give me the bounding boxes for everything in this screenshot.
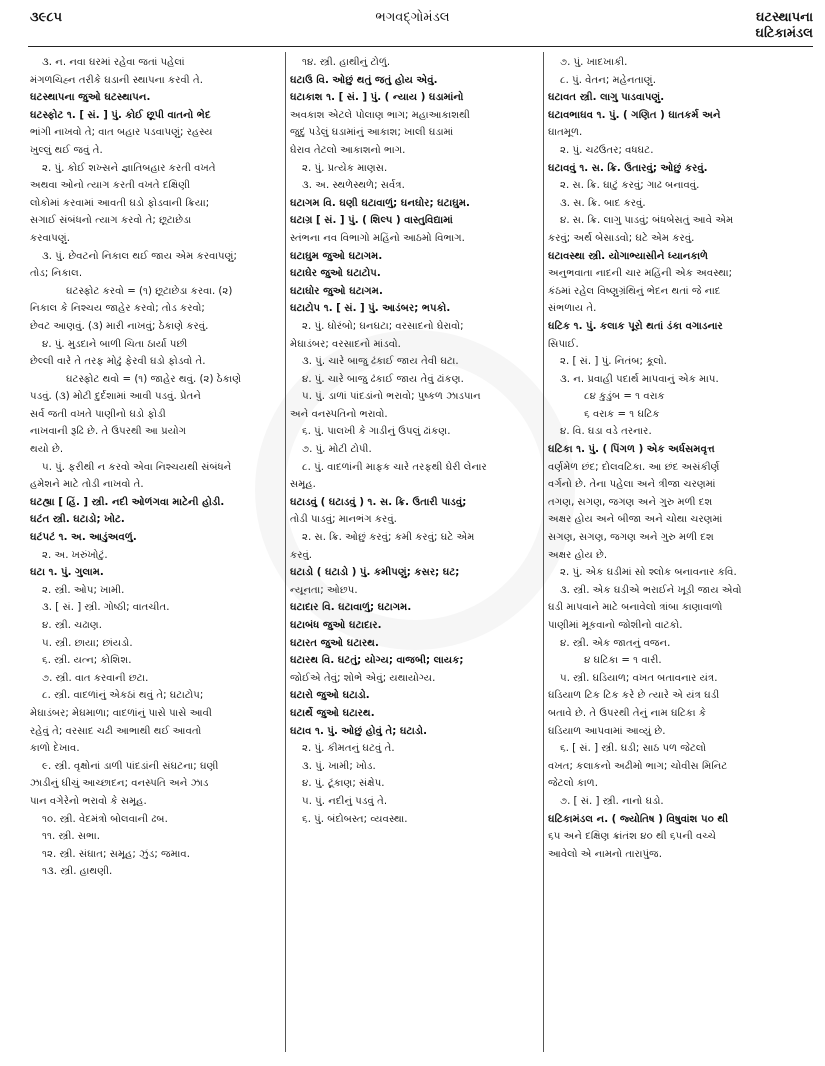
- entry-text-line: નાખવાની રૂઢિ છે. તે ઉપરથી આ પ્રયોગ: [30, 426, 187, 438]
- entry-text-line: લોકોમાં કરવામાં આવતી ઘડો ફોડવાની ક્રિયા;: [30, 197, 210, 209]
- entry-text-line: ૩. પું. ચારે બાજુ ઢંકાઈ જાય તેવી ઘટા.: [302, 356, 459, 368]
- entry-text-line: ઝાડીનું ઘીચું આચ્છાદન; વનસ્પતિ અને ઝાડ: [30, 778, 209, 790]
- entry-text-line: હમેશને માટે તોડી નાખવો તે.: [30, 479, 144, 491]
- entry-text-line: છેલ્લી વારે તે તરફ મોઢું ફેરવી ઘડો ફોડવો તે.: [30, 356, 206, 368]
- entry-text-line: ૧૧. સ્ત્રી. સભા.: [42, 831, 101, 843]
- header-rule: [28, 46, 813, 47]
- entry-headword-line: ઘટારો જુઓ ઘટાડો.: [290, 690, 370, 702]
- entry-headword-line: ઘટંત સ્ત્રી. ઘટાડો; ખોટ.: [30, 514, 125, 526]
- entry-text-line: ઘડિયાળ આપવામાં આવ્યું છે.: [548, 725, 666, 737]
- entry-text-line: ૩. અ. સ્થળેસ્થળે; સર્વત્ર.: [302, 180, 405, 192]
- entry-text-line: પડવું. (૩) મોટી દુર્દશામાં આવી પડવું. પ્રેતને: [30, 391, 201, 403]
- entry-text-line: ૫. પું. નદીનું પડવું તે.: [302, 795, 388, 807]
- entry-text-line: ૩. [ સં. ] સ્ત્રી. ગોષ્ઠી; વાતચીત.: [42, 602, 170, 614]
- entry-headword-line: ઘટાઘોર જુઓ ઘટાગમ.: [290, 285, 383, 297]
- entry-text-line: સર્વ જતી વખતે પાણીનો ઘડો ફોડી: [30, 408, 166, 420]
- entry-headword-line: ઘટાવત સ્ત્રી. લાગુ પાડવાપણું.: [548, 92, 665, 104]
- entry-text-line: ઘાતમૂળ.: [548, 127, 583, 139]
- entry-text-line: તોડી પાડવું; માનભંગ કરવું.: [290, 514, 397, 526]
- entry-text-line: ૨. પું. એક ઘડીમાં સો શ્લોક બનાવનાર કવિ.: [560, 567, 737, 579]
- entry-text-line: ૪ ઘટિકા = ૧ વારી.: [584, 655, 662, 667]
- entry-text-line: ૨. પું. ઘોરંબો; ઘનઘટા; વરસાદનો ઘેરાવો;: [302, 320, 464, 332]
- entry-text-line: ૭. પું. ખાદખાકી.: [560, 57, 628, 68]
- entry-text-line: કરવાપણું.: [30, 232, 71, 244]
- entry-text-line: ૮. પું. વેતન; મહેનતાણું.: [560, 74, 656, 86]
- entry-headword-line: ઘટિક ૧. પું. કલાક પૂરો થતાં ડંકા વગાડનાર: [548, 320, 723, 332]
- entry-headword-line: ઘટાડવું ( ઘટાડવું ) ૧. સ. ક્રિ. ઉતારી પાડવું;: [290, 496, 467, 508]
- entry-headword-line: ઘટસ્થાપના જુઓ ઘટસ્થાપન.: [30, 92, 151, 104]
- entry-text-line: તગણ, સગણ, જગણ અને ગુરુ મળી દશ: [548, 496, 713, 508]
- entry-text-line: ૪. સ્ત્રી. એક જાતનું વજન.: [560, 637, 671, 649]
- entry-text-line: અવકાશ એટલે પોલાણ ભાગ; મહાઆકાશથી: [290, 109, 470, 121]
- entry-text-line: ૯. સ્ત્રી. વૃક્ષોનાં ડાળી પાંદડાંની સંઘટના; ઘણી: [42, 760, 219, 772]
- entry-text-line: અક્ષર હોય છે.: [548, 549, 608, 561]
- entry-text-line: ૩. સ. ક્રિ. બાદ કરવું.: [560, 197, 646, 209]
- entry-text-line: જુદું પડેલું ઘડામાંનું આકાશ; ખાલી ઘડામાં: [290, 127, 454, 139]
- running-head-first: ઘટસ્થાપના: [756, 10, 813, 25]
- entry-headword-line: ઘટિકામંડલ ન. ( જ્યોતિષ ) વિષુવાંશ ૫૦ થી: [548, 813, 729, 825]
- entry-text-line: કરવું; અર્થ બેસાડવો; ઘટે એમ કરવું.: [548, 232, 695, 244]
- entry-text-line: ઘટસ્ફોટ કરવો = (૧) છૂટાછેડા કરવા. (૨): [66, 285, 233, 297]
- entry-text-line: ૨. પું. કીમતનું ઘટવું તે.: [302, 743, 395, 755]
- entry-headword-line: ઘટાવવું ૧. સ. ક્રિ. ઉતારવું; ઓછું કરવું.: [548, 162, 708, 174]
- column-divider: [285, 52, 286, 1052]
- entry-text-line: જોઈએ તેવું; શોભે એવું; યથાયોગ્ય.: [290, 672, 436, 684]
- entry-text-line: ૪. સ. ક્રિ. લાગુ પાડવું; બંધબેસતું આવે એમ: [560, 215, 734, 227]
- entry-headword-line: ઘટાડો ( ઘટાડો ) પું. કમીપણું; કસર; ઘટ;: [290, 567, 460, 579]
- entry-headword-line: ઘટાવભાઘવ ૧. પું. ( ગણિત ) ઘાતકર્મ અને: [548, 109, 721, 121]
- entry-text-line: ૪. પું. ટૂંકાણ; સંક્ષેપ.: [302, 778, 385, 790]
- entry-text-line: મંગળચિહ્ન તરીકે ઘડાની સ્થાપના કરવી તે.: [30, 74, 203, 86]
- entry-text-line: કાળો દેખાવ.: [30, 743, 80, 755]
- entry-text-line: ઘેરાવ તેટલો આકાશનો ભાગ.: [290, 144, 406, 156]
- entry-text-line: વર્ગનો છે. તેના પહેલા અને ત્રીજા ચરણમાં: [548, 479, 716, 491]
- entry-text-line: મેઘાડંબર; વરસાદનો માંડવો.: [290, 338, 401, 350]
- entry-headword-line: ઘટાદાર વિ. ઘટાવાળું; ઘટાગમ.: [290, 602, 412, 614]
- column-right: [548, 54, 810, 863]
- entry-headword-line: ઘટાગમ વિ. ઘણી ઘટાવાળું; ઘનઘોર; ઘટાઘુમ.: [290, 197, 470, 209]
- entry-text-line: અક્ષર હોય અને બીજા અને ચોથા ચરણમાં: [548, 514, 723, 526]
- entry-text-line: અને વનસ્પતિનો ભરાવો.: [290, 408, 388, 420]
- entry-text-line: ૬૫ અને દક્ષિણ ક્રાંતંશ ૪૦ થી ૬૫ની વચ્ચે: [548, 831, 717, 843]
- entry-headword-line: ઘટાવ ૧. પું. ઓછું હોવું તે; ઘટાડો.: [290, 725, 427, 737]
- entry-text-line: મેઘાડંબર; મેઘમાળા; વાદળાંનું પાસે પાસે આવી: [30, 707, 212, 719]
- entry-text-line: ૨. સ. ક્રિ. ઓછું કરવું; કમી કરવું; ઘટે એમ: [302, 532, 475, 544]
- entry-text-line: ઘટસ્ફોટ થવો = (૧) જાહેર થવું. (૨) ઠેકાણે: [66, 373, 242, 385]
- entry-text-line: ૬ વરાક = ૧ ઘટિક: [584, 408, 660, 420]
- entry-text-line: ૨. [ સં. ] પું. નિતંબ; કૂલો.: [560, 356, 667, 368]
- entry-text-line: ૬. [ સં. ] સ્ત્રી. ઘડી; સાઠ પળ જેટલો: [560, 743, 707, 755]
- column-left: [30, 54, 282, 881]
- entry-headword-line: ઘટાબંધ જુઓ ઘટાદાર.: [290, 620, 382, 631]
- entry-text-line: ૭. પું. મોટી ટોપી.: [302, 444, 372, 456]
- entry-text-line: ૫. પું. ફરીથી ન કરવો એવા નિશ્ચયથી સંબંધને: [42, 461, 232, 473]
- entry-text-line: ૪. સ્ત્રી. ચઢાણ.: [42, 620, 103, 631]
- entry-text-line: વખત; કલાકનો અઢીમો ભાગ; ચોવીસ મિનિટ: [548, 760, 728, 772]
- entry-text-line: ૨. પું. પ્રત્યેક માણસ.: [302, 162, 388, 174]
- entry-headword-line: ઘટાકાશ ૧. [ સં. ] પું. ( ન્યાય ) ઘડામાંનો: [290, 92, 464, 104]
- entry-text-line: ૩. ન. નવા ઘરમાં રહેવા જતાં પહેલાં: [42, 57, 185, 68]
- entry-text-line: ખુલ્લું થઈ જવું તે.: [30, 144, 103, 156]
- entry-text-line: વર્ણમેળ છંદ; દોલવટિકા. આ છંદ અસંકીર્ણ: [548, 461, 720, 473]
- entry-text-line: સંભળાય તે.: [548, 303, 597, 315]
- entry-text-line: ૧૩. સ્ત્રી. હાથણી.: [42, 866, 113, 878]
- entry-text-line: ૧૦. સ્ત્રી. વેદમંત્રો બોલવાની ઢબ.: [42, 813, 168, 825]
- entry-text-line: કરવું.: [290, 549, 313, 561]
- entry-text-line: ઘડી માપવાને માટે બનાવેલો ત્રાંબા કાણાવાળો: [548, 602, 723, 614]
- entry-text-line: તોડ; નિકાલ.: [30, 268, 83, 280]
- entry-text-line: રહેવું તે; વરસાદ ચઢી આભાથી થઈ આવતો: [30, 725, 202, 737]
- entry-text-line: સિપાઈ.: [548, 338, 579, 350]
- entry-text-line: ૬. સ્ત્રી. યત્ન; કોશિશ.: [42, 655, 132, 667]
- entry-headword-line: ઘટસ્ફોટ ૧. [ સં. ] પું. કોઈ છૂપી વાતનો ભેદ: [30, 109, 211, 121]
- running-head-last: ઘટિકામંડલ: [755, 26, 813, 41]
- entry-text-line: અનુભવાતા નાદની ચાર મહિંની એક અવસ્થા;: [548, 268, 733, 280]
- entry-headword-line: ઘટા ૧. પું. ગુલામ.: [30, 567, 104, 579]
- entry-text-line: ૪. પું. મુડદાને બાળી ચિતા ઠાર્યા પછી: [42, 338, 188, 350]
- entry-text-line: ભાંગી નાખવો તે; વાત બહાર પડવાપણું; રહસ્ય: [30, 127, 213, 139]
- entry-text-line: આવેલો એ નામનો તારાપુંજ.: [548, 848, 662, 860]
- entry-text-line: ૩. પું. છેવટનો નિકાલ થઈ જાય એમ કરવાપણું;: [42, 250, 237, 262]
- entry-headword-line: ઘટાવસ્થા સ્ત્રી. યોગાભ્યાસીને ધ્યાનકાળે: [548, 250, 709, 262]
- entry-text-line: ૫. સ્ત્રી. છાયા; છાંયડો.: [42, 637, 133, 649]
- entry-text-line: ૩. સ્ત્રી. એક ઘડીએ ભરાઈને ખૂડી જાય એવો: [560, 584, 742, 596]
- entry-text-line: ૩. પું. ખામી; ખોડ.: [302, 760, 376, 772]
- entry-headword-line: ઘટારત જુઓ ઘટારથ.: [290, 637, 379, 649]
- column-divider: [543, 52, 544, 1052]
- entry-headword-line: ઘટાટોપ ૧. [ સં. ] પું. આડંબર; ભપકો.: [290, 303, 451, 315]
- entry-text-line: ન્યૂનતા; ઓછપ.: [290, 584, 358, 596]
- entry-headword-line: ઘટંપટં ૧. અ. આડુંઅવળું.: [30, 532, 137, 544]
- entry-headword-line: ઘટાગ્ર [ સં. ] પું. ( શિલ્પ ) વાસ્તુવિદ્યામાં: [290, 215, 453, 227]
- entry-text-line: જેટલો કાળ.: [548, 778, 598, 790]
- entry-text-line: સમૂહ.: [290, 479, 316, 491]
- entry-text-line: ૮૪ કુડુંબ = ૧ વરાક: [584, 391, 665, 403]
- entry-text-line: ૧૪. સ્ત્રી. હાથીનું ટોળું.: [302, 57, 391, 68]
- entry-headword-line: ઘટાર્થે જુઓ ઘટારથ.: [290, 707, 375, 719]
- entry-text-line: ૫. સ્ત્રી. ઘડિયાળ; વખત બતાવનાર યંત્ર.: [560, 672, 718, 684]
- entry-text-line: બતાવે છે. તે ઉપરથી તેનું નામ ઘટિકા કે: [548, 707, 707, 719]
- entry-text-line: ૬. પું. બંદોબસ્ત; વ્યવસ્થા.: [302, 813, 408, 825]
- entry-text-line: નિકાલ કે નિશ્ચય જાહેર કરવો; તોડ કરવો;: [30, 303, 205, 315]
- entry-text-line: કંઠમાં રહેલ વિષ્ણુગ્રંથિનું ભેદન થતાં જે નાદ: [548, 285, 721, 297]
- entry-text-line: થયો છે.: [30, 444, 64, 456]
- entry-text-line: ૨. સ. ક્રિ. ઘાટું કરવું; ગાઢ બનાવવું.: [560, 180, 700, 192]
- entry-text-line: ૧૨. સ્ત્રી. સંઘાત; સમૂહ; ઝુંડ; જમાવ.: [42, 848, 190, 860]
- entry-text-line: ૪. વિ. ઘડા વડે તરનાર.: [560, 426, 652, 438]
- entry-text-line: ૨. અ. ખરુંખોટું.: [42, 549, 108, 561]
- entry-text-line: ૪. પું. ચારે બાજુ ઢંકાઈ જાય તેવું ઢાંકણ.: [302, 373, 464, 385]
- entry-text-line: સ્તંભના નવ વિભાગો મહિંનો આઠમો વિભાગ.: [290, 232, 465, 244]
- entry-headword-line: ઘટારથ વિ. ઘટતું; યોગ્ય; વાજબી; લાયક;: [290, 655, 464, 667]
- entry-headword-line: ઘટાઉ વિ. ઓછું થતું જતું હોય એવું.: [290, 74, 438, 86]
- entry-text-line: અથવા ઓનો ત્યાગ કરતી વખતે દક્ષિણી: [30, 180, 191, 192]
- entry-text-line: ૬. પું. પાલખી કે ગાડીનું ઉપલું ઢાંકણ.: [302, 426, 451, 438]
- entry-text-line: છેવટ આણવું. (૩) મારી નાખવું; ઠેકાણે કરવું.: [30, 320, 209, 332]
- entry-headword-line: ઘટાઘેર જુઓ ઘટાટોપ.: [290, 268, 381, 280]
- page-number: ૩૯૮૫: [30, 10, 63, 25]
- running-head: [756, 10, 814, 42]
- entry-headword-line: ઘટાઘુમ જુઓ ઘટાગમ.: [290, 250, 383, 262]
- entry-text-line: ૨. પું. કોઈ શખ્સને જ્ઞાતિબહાર કરતી વખતે: [42, 162, 216, 174]
- page-title: ભગવદ્ગોમંડલ: [375, 10, 450, 25]
- entry-text-line: ૭. સ્ત્રી. વાત કરવાની છટા.: [42, 672, 149, 684]
- entry-headword-line: ઘટહ્યા [ હિં. ] સ્ત્રી. નદી ઓળંગવા માટેની હોડી.: [30, 496, 225, 508]
- entry-text-line: ૫. પું. ડાળાં પાંદડાંનો ભરાવો; પુષ્કળ ઝાડપાન: [302, 391, 481, 403]
- entry-text-line: ૨. સ્ત્રી. ઓપ; ખામી.: [42, 584, 125, 596]
- entry-text-line: ૮. પું. વાદળાંની માફક ચારે તરફથી ઘેરી લેનાર: [302, 461, 487, 473]
- entry-text-line: ૮. સ્ત્રી. વાદળાંનું એકઠાં થવું તે; ઘટાટોપ;: [42, 690, 204, 702]
- entry-text-line: ૩. ન. પ્રવાહી પદાર્થ માપવાનું એક માપ.: [560, 373, 719, 385]
- entry-text-line: સગાઈ સંબંધનો ત્યાગ કરવો તે; છૂટાછેડા: [30, 215, 192, 227]
- entry-text-line: ઘડિયાળ ટિક ટિક કરે છે ત્યારે એ યંત્ર ઘડી: [548, 690, 720, 702]
- entry-text-line: ૨. પું. ચઢઉતર; વધઘટ.: [560, 144, 654, 156]
- entry-text-line: સગણ, સગણ, જગણ અને ગુરુ મળી દશ: [548, 532, 714, 544]
- entry-text-line: પાન વગેરેનો ભરાવો કે સમૂહ.: [30, 795, 147, 807]
- column-middle: [290, 54, 538, 828]
- entry-text-line: ૭. [ સં. ] સ્ત્રી. નાનો ઘડો.: [560, 795, 664, 807]
- entry-text-line: પાણીમાં મૂકવાનો જોશીનો વાટકો.: [548, 620, 683, 631]
- entry-headword-line: ઘટિકા ૧. પું. ( પિંગળ ) એક અર્ધસમવૃત્ત: [548, 444, 715, 456]
